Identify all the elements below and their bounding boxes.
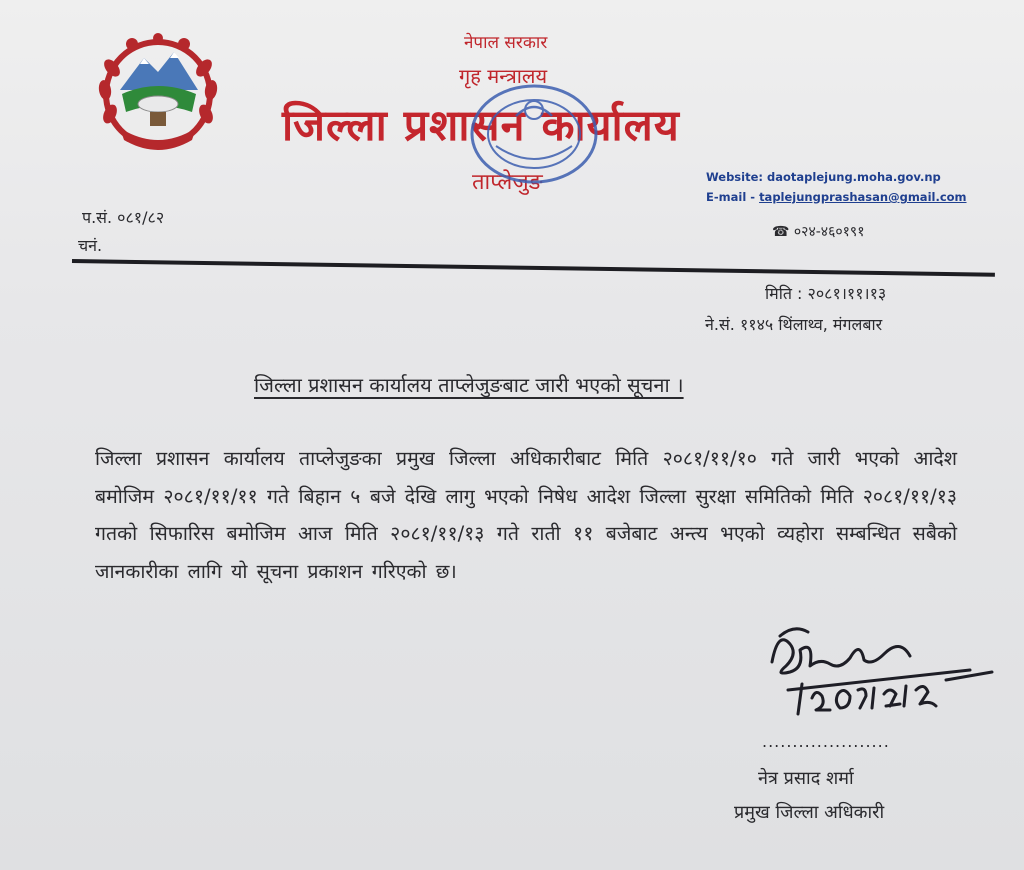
notice-subject: जिल्ला प्रशासन कार्यालय ताप्लेजुङबाट जारी भएको सूचना ।	[254, 373, 684, 397]
email-line	[706, 190, 967, 204]
signer-name: नेत्र प्रसाद शर्मा	[758, 768, 854, 789]
nepal-sambat-date: ने.सं. ११४५ थिंलाथ्व, मंगलबार	[705, 315, 883, 334]
phone-number: ०२४-४६०१९१	[793, 224, 865, 240]
signer-title: प्रमुख जिल्ला अधिकारी	[734, 802, 885, 823]
letter-reference-number: प.सं. ०८१/८२	[82, 208, 165, 227]
letter-date: मिति : २०८१।११।१३	[765, 284, 887, 303]
signature-dotted-line: .....................	[762, 732, 890, 751]
ministry-name: गृह मन्त्रालय	[459, 64, 548, 88]
header-divider	[72, 259, 995, 277]
phone-line	[772, 222, 864, 241]
office-name: जिल्ला प्रशासन कार्यालय	[282, 101, 680, 151]
dispatch-number: चनं.	[78, 236, 103, 255]
email-link[interactable]: taplejungprashasan@gmail.com	[759, 190, 967, 204]
nepal-emblem-icon	[92, 28, 224, 156]
website-line	[706, 170, 941, 184]
email-label: E-mail -	[706, 190, 756, 204]
government-name: नेपाल सरकार	[464, 33, 548, 53]
office-stamp-icon	[456, 76, 606, 196]
website-label: Website:	[706, 170, 763, 184]
telephone-icon: ☎	[772, 224, 790, 240]
notice-body: जिल्ला प्रशासन कार्यालय ताप्लेजुङका प्रमुख जिल्ला अधिकारीबाट मिति २०८१/११/१० गते जारी भएको आदेश बमोजिम २०८१/११/११ गते बिहान ५ बजे देखि लागु भएको निषेध आदेश जिल्ला सुरक्षा समितिको मिति २०८१/११/१३ गतको सिफारिस बमोजिम आज मिति २०८१/११/१३ गते राती ११ बजेबाट अन्त्य भएको व्यहोरा सम्बन्धित सबैको जानकारीका लागि यो सूचना प्रकाशन गरिएको छ।	[95, 447, 957, 583]
website-link[interactable]: daotaplejung.moha.gov.np	[767, 170, 941, 184]
handwritten-signature	[760, 610, 1000, 725]
district-name: ताप्लेजुङ	[472, 170, 543, 195]
